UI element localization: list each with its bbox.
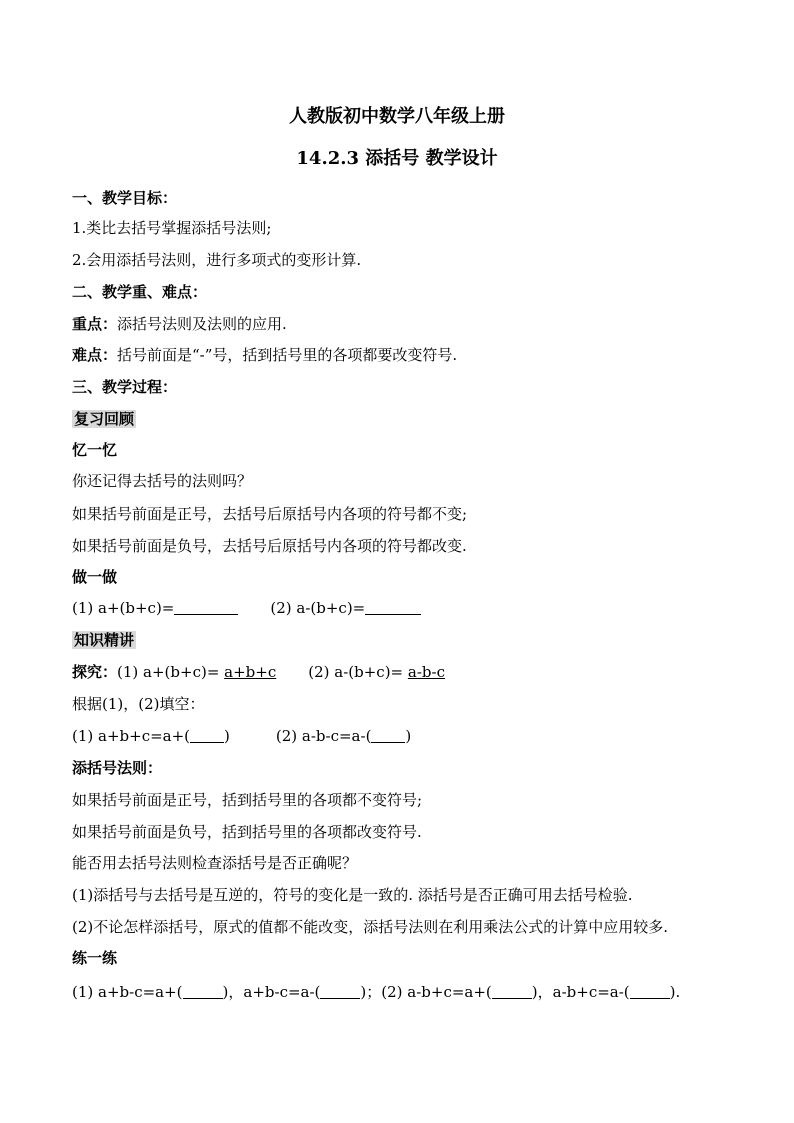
- practice-part-3: )；(2) a-b+c=a+(: [360, 983, 492, 1001]
- knowledge-heading: [72, 630, 136, 650]
- question-2: 能否用去括号法则检查添括号是否正确呢？: [72, 854, 358, 872]
- practice-part-1: (1) a+b-c=a+(: [72, 983, 183, 1001]
- practice-blank-2: [320, 984, 360, 999]
- difficult-point: [72, 345, 457, 365]
- exercise-b-blank: [365, 600, 421, 615]
- explore-a-answer: a+b+c: [224, 663, 277, 681]
- rule-negative: 如果括号前面是负号，去括号后原括号内各项的符号都改变.: [72, 537, 467, 555]
- rule-positive: 如果括号前面是正号，去括号后原括号内各项的符号都不变;: [72, 505, 468, 523]
- fill-a-blank: [190, 728, 224, 743]
- difficult-point-label: 难点：: [72, 346, 118, 364]
- key-point-text: 添括号法则及法则的应用.: [117, 315, 287, 333]
- explore-b: (2) a-(b+c)=: [308, 663, 408, 681]
- explore-label: 探究：: [72, 663, 118, 681]
- add-rule-heading: 添括号法则：: [72, 759, 163, 777]
- exercise-b: (2) a-(b+c)=: [270, 599, 366, 617]
- objective-2: 2.会用添括号法则，进行多项式的变形计算.: [72, 251, 362, 269]
- fill-b-suffix: ): [405, 727, 412, 745]
- section-key-points: 二、教学重、难点：: [72, 283, 208, 301]
- fill-intro: 根据(1)，(2)填空：: [72, 695, 205, 713]
- fill-b-prefix: (2) a-b-c=a-(: [275, 727, 372, 745]
- practice-blank-4: [630, 984, 670, 999]
- doc-subtitle: 14.2.3 添括号 教学设计: [296, 148, 498, 169]
- explore-row: [72, 662, 445, 682]
- difficult-point-text: 括号前面是“-”号，括到括号里的各项都要改变符号.: [117, 346, 458, 364]
- fill-b-blank: [371, 728, 405, 743]
- key-point: [72, 314, 287, 334]
- section-process: 三、教学过程：: [72, 378, 178, 396]
- knowledge-label: 知识精讲: [74, 631, 135, 649]
- section-objectives: 一、教学目标：: [72, 189, 178, 207]
- fill-a-suffix: ): [224, 727, 230, 745]
- note-1: (1)添括号与去括号是互逆的，符号的变化是一致的. 添括号是否正确可用去括号检验.: [72, 886, 633, 904]
- fill-row: [72, 726, 411, 746]
- practice-blank-3: [492, 984, 532, 999]
- fill-a-prefix: (1) a+b+c=a+(: [72, 727, 191, 745]
- explore-b-answer: a-b-c: [407, 663, 445, 681]
- review-heading: [72, 409, 136, 429]
- exercise-row: [72, 598, 421, 618]
- doc-title: 人教版初中数学八年级上册: [289, 106, 505, 127]
- doit-heading: 做一做: [72, 568, 118, 586]
- recall-heading: 忆一忆: [72, 441, 118, 459]
- add-rule-positive: 如果括号前面是正号，括到括号里的各项都不变符号;: [72, 791, 423, 809]
- practice-heading: 练一练: [72, 949, 118, 967]
- practice-part-2: )，a+b-c=a-(: [222, 983, 321, 1001]
- exercise-a: (1) a+(b+c)=: [72, 599, 175, 617]
- exercise-a-blank: [174, 600, 238, 615]
- explore-a: (1) a+(b+c)=: [117, 663, 225, 681]
- add-rule-negative: 如果括号前面是负号，括到括号里的各项都改变符号.: [72, 823, 422, 841]
- objective-1: 1.类比去括号掌握添括号法则;: [72, 219, 272, 237]
- key-point-label: 重点：: [72, 315, 118, 333]
- practice-part-5: ).: [669, 983, 681, 1001]
- practice-part-4: )，a-b+c=a-(: [531, 983, 630, 1001]
- note-2: (2)不论怎样添括号，原式的值都不能改变，添括号法则在利用乘法公式的计算中应用较多.: [72, 918, 669, 936]
- practice-row: [72, 982, 680, 1002]
- practice-blank-1: [183, 984, 223, 999]
- review-label: 复习回顾: [74, 410, 135, 428]
- question-1: 你还记得去括号的法则吗？: [72, 472, 253, 490]
